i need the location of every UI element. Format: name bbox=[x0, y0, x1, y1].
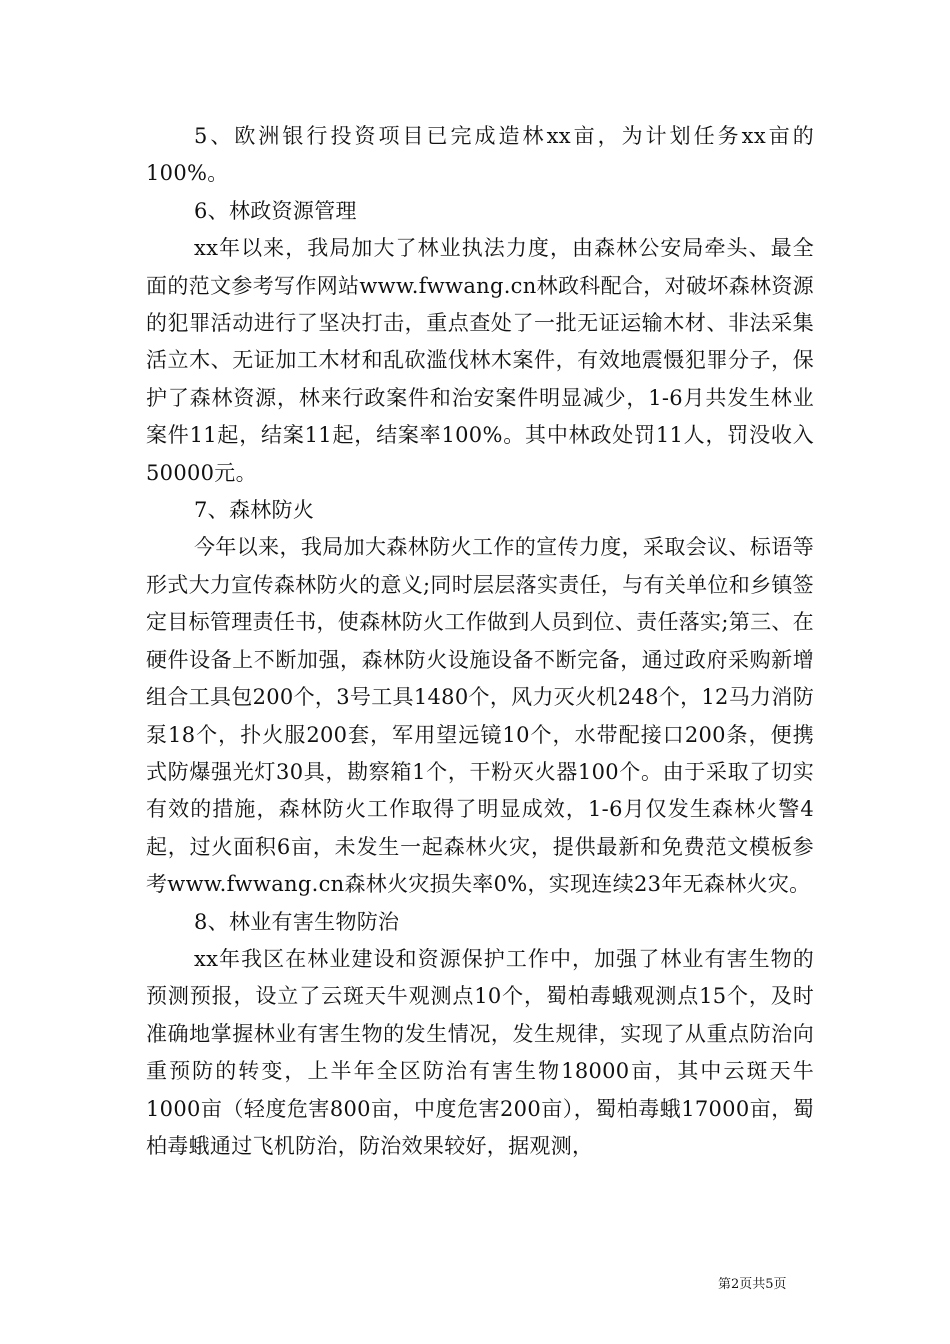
section-heading-6: 6、林政资源管理 bbox=[194, 198, 357, 223]
paragraph-fire-prevention: 今年以来，我局加大森林防火工作的宣传力度，采取会议、标语等形式大力宣传森林防火的意义;同时层层落实责任，与有关单位和乡镇签定目标管理责任书，使森林防火工作做到人员到位、责任落实;第三、在硬件设备上不断加强，森林防火设施设备不断完备，通过政府采购新增组合工具包200个，3号工具1480个，风力灭火机248个，12马力消防泵18个，扑火服200套，军用望远镜10个，水带配接口200条，便携式防爆强光灯30具，勘察箱1个，干粉灭火器100个。由于采取了切实有效的措施，森林防火工作取得了明显成效，1-6月仅发生森林火警4起，过火面积6亩，未发生一起森林火灾，提供最新和免费范文模板参考www.fwwang.cn森林火灾损失率0%，实现连续23年无森林火灾。 bbox=[146, 535, 814, 897]
page-number-footer: 第2页共5页 bbox=[718, 1277, 787, 1292]
paragraph-item-5: 5、欧洲银行投资项目已完成造林xx亩，为计划任务xx亩的100%。 bbox=[146, 124, 814, 186]
paragraph-forest-administration: xx年以来，我局加大了林业执法力度，由森林公安局牵头、最全面的范文参考写作网站www.fwwang.cn林政科配合，对破坏森林资源的犯罪活动进行了坚决打击，重点查处了一批无证运输木材、非法采集活立木、无证加工木材和乱砍滥伐林木案件，有效地震慑犯罪分子，保护了森林资源，林来行政案件和治安案件明显减少，1-6月共发生林业案件11起，结案11起，结案率100%。其中林政处罚11人，罚没收入50000元。 bbox=[146, 236, 814, 485]
section-heading-7: 7、森林防火 bbox=[194, 498, 315, 523]
section-heading-8: 8、林业有害生物防治 bbox=[194, 909, 400, 934]
document-body bbox=[146, 118, 814, 1165]
paragraph-pest-control: xx年我区在林业建设和资源保护工作中，加强了林业有害生物的预测预报，设立了云斑天牛观测点10个，蜀柏毒蛾观测点15个，及时准确地掌握林业有害生物的发生情况，发生规律，实现了从重点防治向重预防的转变，上半年全区防治有害生物18000亩，其中云斑天牛1000亩（轻度危害800亩，中度危害200亩），蜀柏毒蛾17000亩，蜀柏毒蛾通过飞机防治，防治效果较好，据观测， bbox=[146, 946, 814, 1158]
